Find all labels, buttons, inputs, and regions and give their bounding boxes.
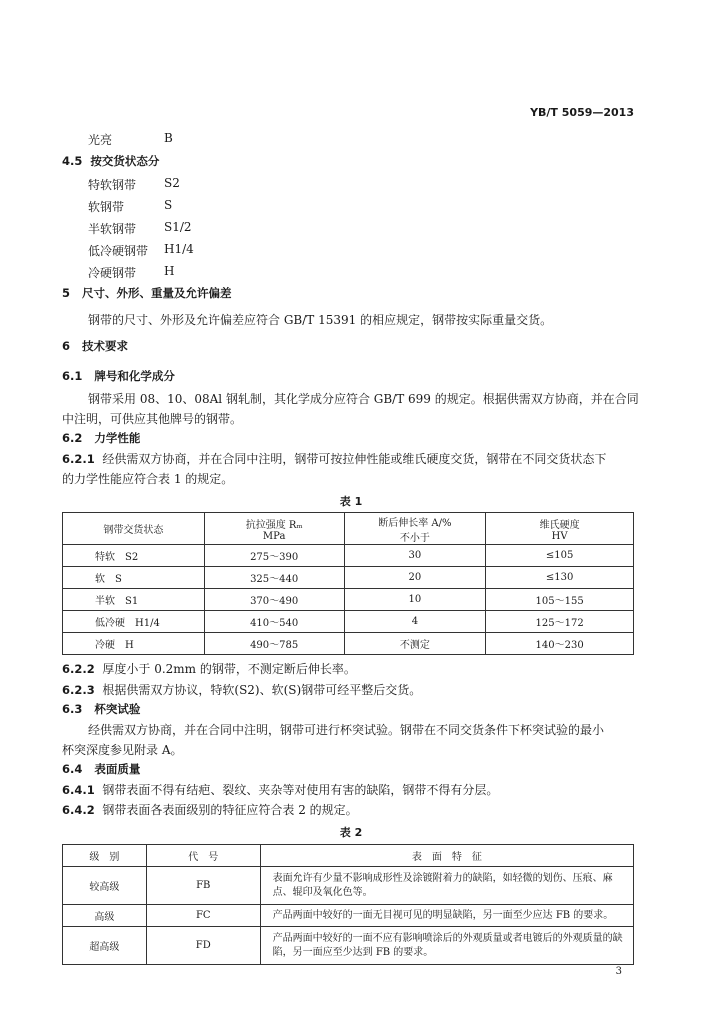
section-number: 6.1 [62,369,83,383]
list-item-label: 光亮 [88,133,113,147]
section-6-3-heading [62,701,140,717]
section-number: 4.5 [62,154,83,168]
section-number: 6.4 [62,762,83,776]
table-header-cell: 代 号 [146,845,260,867]
list-item-code: H1/4 [164,242,194,256]
table1 [62,512,634,655]
table-header-cell: 表 面 特 征 [260,845,633,867]
list-item-label: 特软钢带 [88,178,137,192]
table-cell: 产品两面中较好的一面不应有影响喷涂后的外观质量或者电镀后的外观质量的缺陷，另一面应至少达到 FB 的要求。 [260,927,633,965]
document-code: YB/T 5059—2013 [530,106,634,119]
section-text: 钢带表面各表面级别的特征应符合表 2 的规定。 [102,803,358,817]
table2-caption: 表 2 [339,826,363,839]
table-cell: 140～230 [486,633,634,655]
section-6-1-text-line2: 中注明，可供应其他牌号的钢带。 [62,412,243,426]
section-6-2-1-line2: 的力学性能应符合表 1 的规定。 [62,472,234,486]
section-6-3-text-line2: 杯突深度参见附录 A。 [62,743,183,757]
list-item-code: H [164,264,175,278]
table-header-row [63,845,634,867]
section-6-4-2 [62,801,358,818]
table-header-cell: 抗拉强度 Rₘ MPa [204,513,344,545]
table-cell: 不测定 [344,633,486,655]
section-6-4-1 [62,781,498,798]
table-cell: 10 [344,589,486,611]
table-cell: 490～785 [204,633,344,655]
section-number: 6.3 [62,702,83,716]
table-header-cell: 级 别 [63,845,147,867]
section-title: 力学性能 [94,431,141,445]
table-header-cell: 维氏硬度 HV [486,513,634,545]
list-item-label: 低冷硬钢带 [88,244,149,258]
list-item-label: 半软钢带 [88,222,137,236]
section-6-heading [62,338,128,354]
section-title: 牌号和化学成分 [94,369,175,383]
section-6-1-heading [62,368,175,384]
section-number: 6.2.1 [62,452,95,466]
table-cell: 30 [344,545,486,567]
table-cell: 410～540 [204,611,344,633]
table-cell: 软 S [63,567,205,589]
table-cell: 125～172 [486,611,634,633]
table-cell: 370～490 [204,589,344,611]
table-cell: FC [146,905,260,927]
section-5-heading [62,285,232,301]
table-row [63,611,634,633]
table-cell: FB [146,867,260,905]
table-header-cell: 钢带交货状态 [63,513,205,545]
table-cell: 4 [344,611,486,633]
table-cell: 产品两面中较好的一面无目视可见的明显缺陷，另一面至少应达 FB 的要求。 [260,905,633,927]
section-text: 钢带表面不得有结疤、裂纹、夹杂等对使用有害的缺陷，钢带不得有分层。 [102,783,499,797]
list-item-code: S1/2 [164,220,192,234]
table-cell: 表面允许有少量不影响成形性及涂镀附着力的缺陷，如轻微的划伤、压痕、麻点、辊印及氧化色等。 [260,867,633,905]
table-row [63,905,634,927]
table-cell: 特软 S2 [63,545,205,567]
section-text: 根据供需双方协议，特软(S2)、软(S)钢带可经平整后交货。 [102,683,422,697]
section-5-text: 钢带的尺寸、外形及允许偏差应符合 GB/T 15391 的相应规定，钢带按实际重量交货。 [88,313,553,327]
table-row [63,633,634,655]
table-cell: 高级 [63,905,147,927]
section-4-5-heading [62,153,159,169]
section-number: 6 [62,339,71,353]
table-cell: 较高级 [63,867,147,905]
table-cell: ≤130 [486,567,634,589]
table-cell: 超高级 [63,927,147,965]
section-title: 技术要求 [82,339,129,353]
table-cell: 半软 S1 [63,589,205,611]
section-6-2-3 [62,681,421,698]
table-cell: FD [146,927,260,965]
section-number: 6.4.1 [62,783,95,797]
section-title: 按交货状态分 [90,154,160,168]
table-row [63,927,634,965]
table-row [63,867,634,905]
table-row [63,545,634,567]
section-6-2-2 [62,660,356,677]
list-item-label: 冷硬钢带 [88,266,137,280]
section-number: 6.2 [62,431,83,445]
list-item-code: S2 [164,176,180,190]
section-number: 6.2.3 [62,683,95,697]
list-item-code: S [164,198,173,212]
section-number: 6.2.2 [62,662,95,676]
section-number: 6.4.2 [62,803,95,817]
table-row [63,567,634,589]
list-item-code: B [164,131,173,145]
table2 [62,844,634,965]
table-cell: ≤105 [486,545,634,567]
section-title: 表面质量 [94,762,141,776]
section-number: 5 [62,286,71,300]
list-item-label: 软钢带 [88,200,125,214]
table1-caption: 表 1 [339,495,363,508]
section-text: 厚度小于 0.2mm 的钢带，不测定断后伸长率。 [102,662,356,676]
table-cell: 20 [344,567,486,589]
section-6-1-text-line1: 钢带采用 08、10、08Al 钢轧制，其化学成分应符合 GB/T 699 的规定。根据供需双方协商，并在合同 [88,392,639,406]
table-cell: 275～390 [204,545,344,567]
table-header-row [63,513,634,545]
table-row [63,589,634,611]
table-cell: 冷硬 H [63,633,205,655]
section-title: 尺寸、外形、重量及允许偏差 [82,286,232,300]
table-cell: 低冷硬 H1/4 [63,611,205,633]
section-6-2-1-line1 [62,450,606,467]
section-6-3-text-line1: 经供需双方协商，并在合同中注明，钢带可进行杯突试验。钢带在不同交货条件下杯突试验的最小 [88,723,605,737]
section-6-4-heading [62,761,140,777]
table-header-cell: 断后伸长率 A/% 不小于 [344,513,486,545]
section-text: 经供需双方协商，并在合同中注明，钢带可按拉伸性能或维氏硬度交货，钢带在不同交货状态下 [102,452,607,466]
section-6-2-heading [62,430,140,446]
table-cell: 325～440 [204,567,344,589]
page-number: 3 [615,966,622,977]
section-title: 杯突试验 [94,702,141,716]
table-cell: 105～155 [486,589,634,611]
